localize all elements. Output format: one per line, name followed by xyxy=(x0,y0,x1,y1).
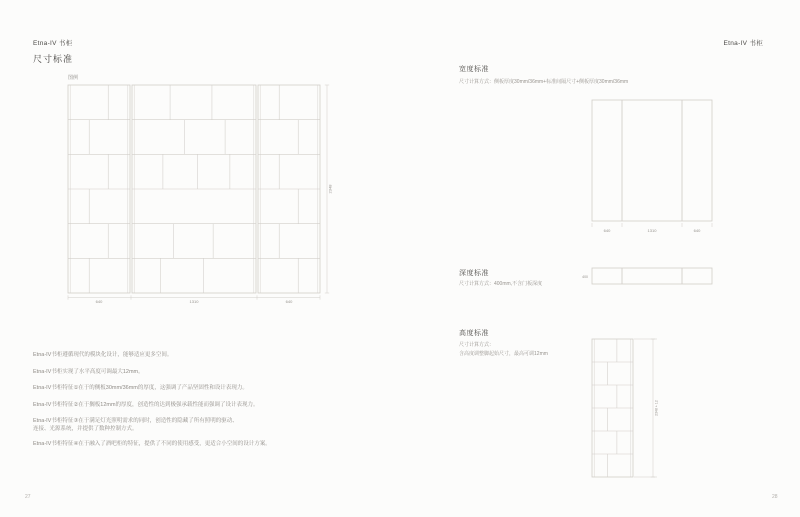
note-line-5: Etna-IV书柜特征③在于满足灯光照明需求的同时，创造性的隐藏了所有照明的驱动、 xyxy=(33,418,238,424)
depth-drawing xyxy=(592,268,712,284)
note-line-4: Etna-IV书柜特征②在于搁板12mm的厚度，创造性的达到极强承载性能而强调了设计表现力。 xyxy=(33,401,259,408)
depth-section-title: 深度标准 xyxy=(459,270,489,277)
bookcase-front-diagram xyxy=(66,82,342,310)
height-section-title: 高度标准 xyxy=(459,330,489,337)
height-section-formula-1: 尺寸计算方式： xyxy=(459,342,495,348)
depth-diagram xyxy=(570,263,728,291)
depth-section-formula: 尺寸计算方式：400mm,不含门板深度 xyxy=(459,281,543,287)
width-diagram xyxy=(585,94,737,244)
width-section-title: 宽度标准 xyxy=(459,66,489,73)
note-line-5-cont: 连接、光源系统，并提供了数种控制方式。 xyxy=(33,425,138,432)
width-dim-middle: 1310 xyxy=(647,228,657,233)
dim-label-bottom-middle: 1310 xyxy=(189,299,199,304)
width-drawing xyxy=(592,100,712,227)
depth-dim-label: 400 xyxy=(582,275,588,279)
width-section-formula: 尺寸计算方式：侧板厚度30mm/36mm+标准间隔尺寸+侧板厚度30mm/36mm xyxy=(459,79,629,85)
width-dim-left: 640 xyxy=(603,228,611,233)
right-page-header: Etna-IV 书柜 xyxy=(723,40,763,47)
dim-label-bottom-left: 640 xyxy=(95,299,103,304)
height-dim-label: 2348 + 12 xyxy=(654,400,659,416)
left-page-header: Etna-IV 书柜 xyxy=(33,40,73,47)
dim-label-bottom-right: 640 xyxy=(285,299,293,304)
page-title: 尺寸标准 xyxy=(33,54,74,64)
bookcase-drawing xyxy=(68,85,329,300)
note-line-3: Etna-IV书柜特征①在于的侧板30mm/36mm的厚度，这强调了产品坚固性和设计表现力。 xyxy=(33,385,248,391)
dim-label-height: 2348 xyxy=(327,184,333,194)
note-line-2: Etna-IV书柜实现了水平高度可调最大12mm。 xyxy=(33,368,144,375)
note-line-1: Etna-IV书柜遵循现代的模块化设计，能够适应更多空间。 xyxy=(33,352,173,358)
height-drawing xyxy=(592,339,657,477)
height-diagram xyxy=(585,336,697,484)
page-number-right: 28 xyxy=(772,494,778,500)
figure-legend-label: 图例 xyxy=(68,75,79,81)
note-line-6: Etna-IV书柜特征④在于融入了酒吧柜的特征，提供了不同的使用感受，更适合小空间的设计方案。 xyxy=(33,440,271,447)
height-section-formula-2: 含高度调整脚起始尺寸，最高可调12mm xyxy=(459,351,548,357)
width-dim-right: 640 xyxy=(693,228,701,233)
page-number-left: 27 xyxy=(25,494,31,500)
